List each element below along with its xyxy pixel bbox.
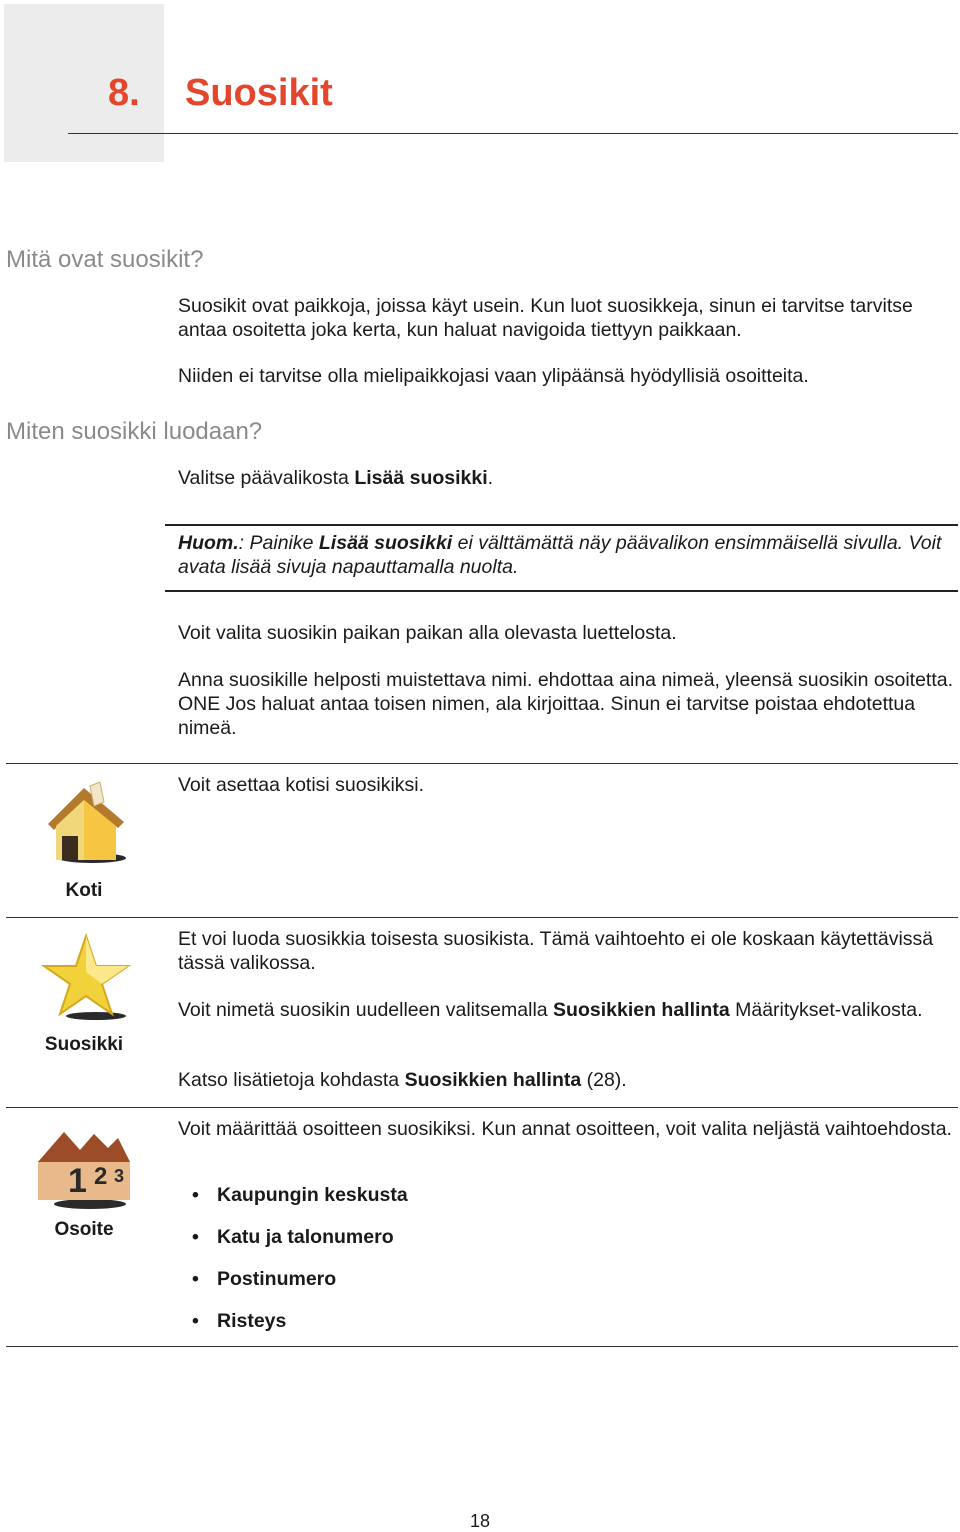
paragraph-favourite-note: Et voi luoda suosikkia toisesta suosikista. Tämä vaihtoehto ei ole koskaan käytettävissä tässä valikossa.	[178, 928, 934, 974]
address-label: Osoite	[54, 1219, 114, 1240]
paragraph-address: Voit määrittää osoitteen suosikiksi. Kun annat osoitteen, voit valita neljästä vaihtoehdosta.	[178, 1118, 952, 1140]
list-item: • Kaupungin keskusta	[190, 1183, 890, 1225]
paragraph-home: Voit asettaa kotisi suosikiksi.	[178, 774, 425, 796]
list-item: • Postinumero	[190, 1267, 890, 1309]
note-top-rule	[165, 524, 958, 526]
address-options-list	[190, 1183, 890, 1351]
menu-ref-manage: Suosikkien hallinta	[553, 999, 730, 1021]
paragraph-intro: Suosikit ovat paikkoja, joissa käyt usein. Kun luot suosikkeja, sinun ei tarvitse tarvitse antaa osoitetta joka kerta, kun haluat navigoida tiettyyn paikkaan.	[178, 295, 913, 341]
paragraph-useful: Niiden ei tarvitse olla mielipaikkojasi vaan ylipäänsä hyödyllisiä osoitteita.	[178, 365, 809, 387]
paragraph-select-location: Voit valita suosikin paikan paikan alla olevasta luettelosta.	[178, 622, 677, 644]
note-bottom-rule	[165, 590, 958, 592]
link-manage-favourites: Suosikkien hallinta	[404, 1069, 582, 1091]
paragraph-name: Anna suosikille helposti muistettava nimi. ehdottaa aina nimeä, yleensä suosikin osoitetta. ONE Jos haluat antaa toisen nimen, ala kirjoittaa. Sinun ei tarvitse poistaa ehdotettua nimeä.	[178, 669, 954, 739]
star-icon	[38, 932, 134, 1028]
chapter-number: 8.	[108, 72, 140, 114]
list-item: • Katu ja talonumero	[190, 1225, 890, 1267]
favourite-label: Suosikki	[44, 1034, 124, 1055]
section-heading-how: Miten suosikki luodaan?	[6, 418, 263, 445]
row-divider	[6, 917, 958, 918]
section-heading-what: Mitä ovat suosikit?	[6, 246, 204, 273]
paragraph-rename: Voit nimetä suosikin uudelleen valitsemalla Suosikkien hallinta Määritykset-valikosta.	[178, 999, 923, 1021]
note-label: Huom.	[178, 532, 239, 554]
address-icon-digit: 2	[94, 1163, 108, 1190]
chapter-title: Suosikit	[185, 72, 333, 114]
paragraph-step: Valitse päävalikosta Lisää suosikki.	[178, 467, 494, 489]
address-icon-digit: 1	[68, 1162, 87, 1200]
page-number: 18	[469, 1511, 491, 1531]
house-icon	[38, 780, 130, 872]
address-icon	[34, 1122, 134, 1214]
note-block: Huom.: Painike Lisää suosikki ei välttämättä näy päävalikon ensimmäisellä sivulla. Voit avata lisää sivuja napauttamalla nuolta.	[178, 532, 942, 578]
row-divider	[6, 1107, 958, 1108]
row-divider	[6, 763, 958, 764]
address-icon-digit: 3	[114, 1166, 125, 1186]
menu-item-ref: Lisää suosikki	[354, 467, 488, 489]
chapter-header-box	[4, 4, 164, 162]
home-label: Koti	[65, 880, 103, 901]
title-divider	[68, 133, 958, 134]
bottom-divider	[6, 1346, 958, 1347]
list-item: • Risteys	[190, 1309, 890, 1351]
paragraph-see-more: Katso lisätietoja kohdasta Suosikkien hallinta (28).	[178, 1069, 627, 1091]
